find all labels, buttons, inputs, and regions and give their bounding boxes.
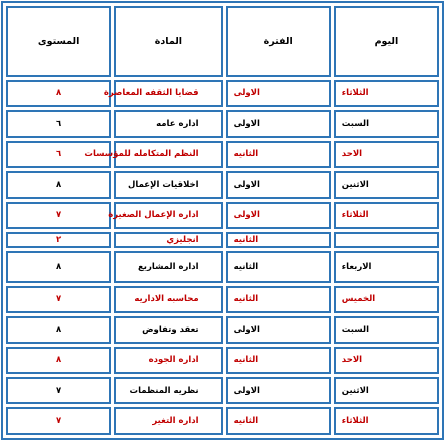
cell-day: السبت <box>334 316 439 343</box>
cell-level: ٨ <box>6 251 111 283</box>
table-row <box>6 407 439 435</box>
cell-level: ٧ <box>6 286 111 313</box>
cell-subject: اداره التغير <box>114 407 222 435</box>
cell-subject: نظريه المنظمات <box>114 377 222 404</box>
table-row <box>6 347 439 374</box>
cell-period: الثانيه <box>226 141 331 168</box>
cell-period: الاولى <box>226 202 331 229</box>
table-row <box>6 141 439 168</box>
cell-period: الاولى <box>226 80 331 107</box>
cell-day: الاثنين <box>334 377 439 404</box>
cell-day <box>334 232 439 248</box>
cell-period: الاولى <box>226 171 331 198</box>
table-row <box>6 202 439 229</box>
cell-day: الخميس <box>334 286 439 313</box>
cell-subject: النظم المتكامله للمؤسسات <box>114 141 222 168</box>
cell-day: الثلاثاء <box>334 202 439 229</box>
cell-subject: اخلاقيات الإعمال <box>114 171 222 198</box>
cell-subject: اداره الإعمال الصغيرة <box>114 202 222 229</box>
cell-period: الثانيه <box>226 251 331 283</box>
cell-subject: اداره الجوده <box>114 347 222 374</box>
table-row <box>6 110 439 137</box>
cell-period: الثانيه <box>226 286 331 313</box>
cell-period: الثانيه <box>226 347 331 374</box>
cell-level: ٨ <box>6 80 111 107</box>
cell-period: الاولى <box>226 110 331 137</box>
cell-level: ٧ <box>6 377 111 404</box>
cell-day: السبت <box>334 110 439 137</box>
cell-level: ٧ <box>6 202 111 229</box>
table-row <box>6 171 439 198</box>
header-period: الفترة <box>226 6 331 77</box>
cell-day: الاحد <box>334 347 439 374</box>
cell-level: ٨ <box>6 316 111 343</box>
cell-subject: محاسبه الاداريه <box>114 286 222 313</box>
cell-day: الثلاثاء <box>334 80 439 107</box>
cell-level: ٨ <box>6 171 111 198</box>
cell-day: الاحد <box>334 141 439 168</box>
table-row <box>6 232 439 248</box>
cell-period: الثانيه <box>226 407 331 435</box>
cell-level: ٦ <box>6 110 111 137</box>
header-day: اليوم <box>334 6 439 77</box>
table-row <box>6 316 439 343</box>
schedule-body <box>6 80 439 435</box>
table-row <box>6 251 439 283</box>
cell-level: ٧ <box>6 407 111 435</box>
schedule-table <box>1 1 444 440</box>
cell-day: الثلاثاء <box>334 407 439 435</box>
header-level: المستوى <box>6 6 111 77</box>
cell-subject: قضايا الثقفه المعاصرة <box>114 80 222 107</box>
cell-subject: تعقد وتفاوض <box>114 316 222 343</box>
cell-period: الثانيه <box>226 232 331 248</box>
cell-day: الاربعاء <box>334 251 439 283</box>
cell-level: ٨ <box>6 347 111 374</box>
cell-subject: انجليزي <box>114 232 222 248</box>
table-row <box>6 286 439 313</box>
cell-period: الاولى <box>226 316 331 343</box>
cell-level: ٦ <box>6 141 111 168</box>
cell-subject: اداره المشاريع <box>114 251 222 283</box>
cell-day: الاثنين <box>334 171 439 198</box>
header-row <box>6 6 439 77</box>
table-row <box>6 80 439 107</box>
cell-level: ٢ <box>6 232 111 248</box>
table-row <box>6 377 439 404</box>
cell-period: الاولى <box>226 377 331 404</box>
cell-subject: اداره عامه <box>114 110 222 137</box>
header-subject: المادة <box>114 6 222 77</box>
